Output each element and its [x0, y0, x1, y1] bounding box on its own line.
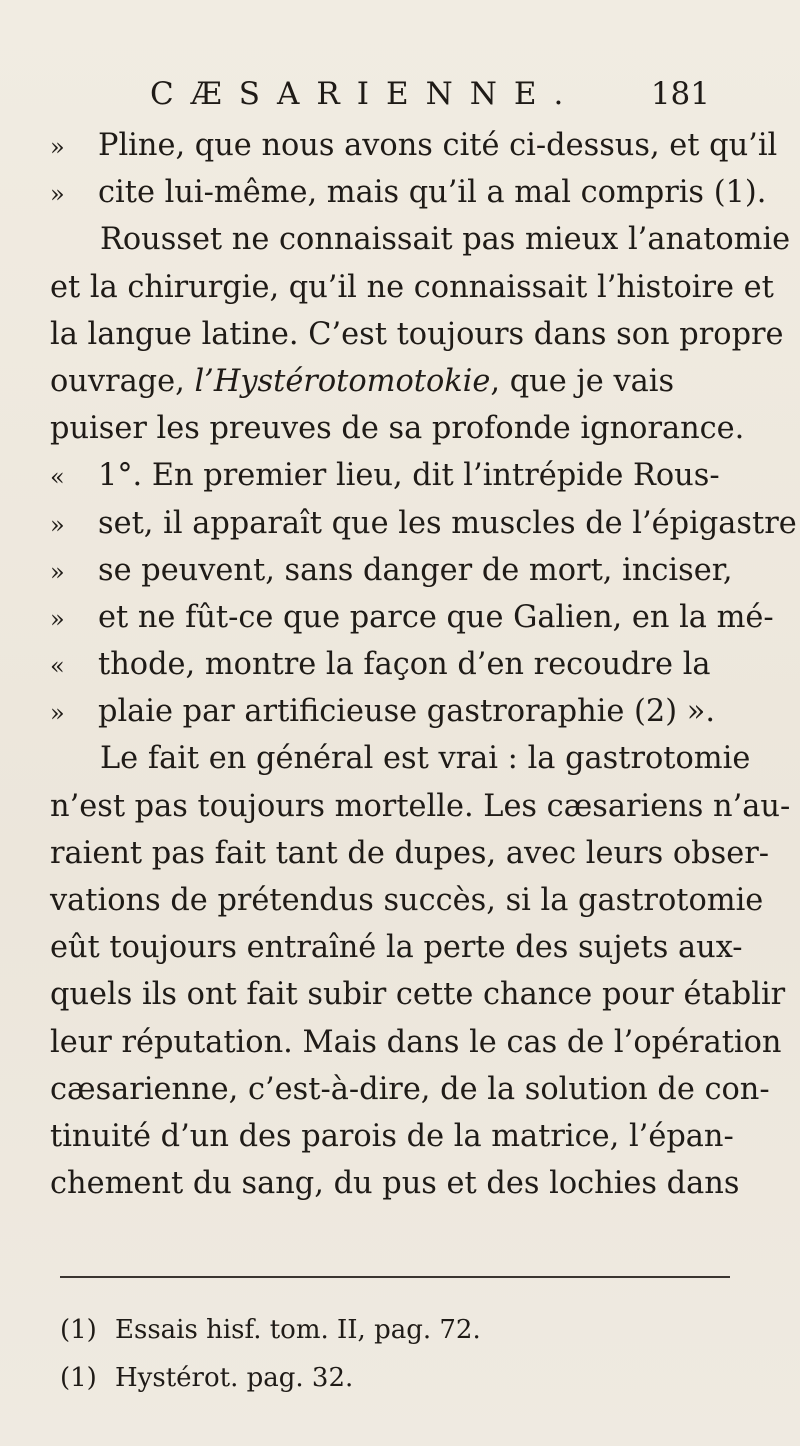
footnote: (1) Hystérot. pag. 32.	[60, 1354, 740, 1402]
footnote-divider	[60, 1276, 730, 1278]
quote-mark: »	[50, 180, 65, 209]
quote-mark: «	[50, 463, 65, 492]
text-line: quels ils ont fait subir cette chance pour établir	[50, 977, 786, 1013]
quote-mark: »	[50, 604, 65, 633]
text-line: » se peuvent, sans danger de mort, inciser,	[50, 547, 750, 594]
text-line: » Pline, que nous avons cité ci-dessus, et qu’il	[50, 122, 750, 169]
quote-mark: »	[50, 133, 65, 161]
footnote-mark: (1)	[60, 1315, 97, 1345]
footnote: (1) Essais hisf. tom. II, pag. 72.	[60, 1306, 740, 1354]
text-line: tinuité d’un des parois de la matrice, l’épan-	[50, 1118, 734, 1154]
text-line: la langue latine. C’est toujours dans son propre	[50, 316, 784, 352]
text-line: » set, il apparaît que les muscles de l’épigastre	[50, 500, 750, 547]
running-title: CÆSARIENNE.	[150, 76, 581, 112]
text-line: Rousset ne connaissait pas mieux l’anatomie	[100, 222, 791, 258]
quote-mark: «	[50, 652, 65, 681]
text-line: « 1°. En premier lieu, dit l’intrépide Rous-	[50, 452, 750, 499]
quote-mark: »	[50, 699, 65, 728]
page-header	[150, 70, 710, 114]
text-line: leur réputation. Mais dans le cas de l’opération	[50, 1024, 782, 1060]
text-line: « thode, montre la façon d’en recoudre la	[50, 641, 750, 688]
text-line: eût toujours entraîné la perte des sujets aux-	[50, 930, 743, 966]
quote-mark: »	[50, 510, 65, 539]
text-line: » plaie par artificieuse gastroraphie (2) ».	[50, 688, 750, 735]
text-line: n’est pas toujours mortelle. Les cæsariens n’au-	[50, 788, 791, 824]
quote-mark: »	[50, 557, 65, 586]
text-line: puiser les preuves de sa profonde ignorance.	[50, 411, 745, 447]
body-text	[50, 122, 797, 1207]
footnotes	[60, 1306, 740, 1402]
text-line: raient pas fait tant de dupes, avec leurs obser-	[50, 835, 769, 871]
text-line: Le fait en général est vrai : la gastrotomie	[100, 741, 751, 777]
text-line: cæsarienne, c’est-à-dire, de la solution de con-	[50, 1071, 770, 1107]
page-number: 181	[650, 76, 710, 112]
text-line: vations de prétendus succès, si la gastrotomie	[50, 883, 764, 918]
text-line: et la chirurgie, qu’il ne connaissait l’histoire et	[50, 269, 774, 305]
text-line: » et ne fût-ce que parce que Galien, en la mé-	[50, 594, 750, 641]
text-line: chement du sang, du pus et des lochies dans	[50, 1166, 740, 1202]
text-line: ouvrage, l’Hystérotomotokie, que je vais	[50, 363, 675, 399]
footnote-mark: (1)	[60, 1363, 97, 1393]
text-line: » cite lui-même, mais qu’il a mal compris (1).	[50, 169, 750, 216]
book-title: l’Hystérotomotokie	[194, 363, 491, 399]
